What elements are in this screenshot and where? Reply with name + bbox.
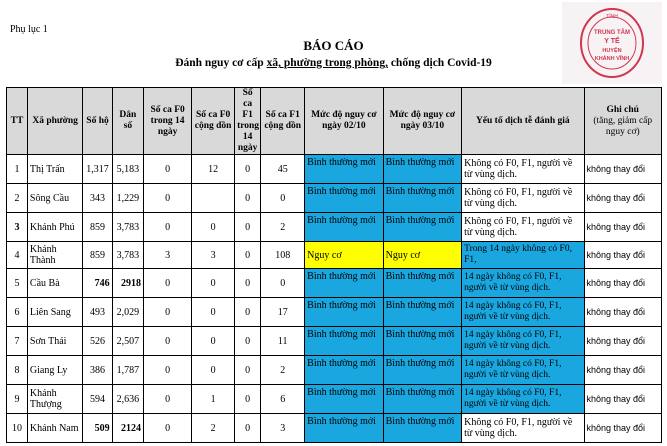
f0-14-days-value: 0 — [144, 184, 192, 213]
risk-level-0210: Bình thường mới — [305, 385, 383, 414]
f1-14-days-value: 0 — [235, 327, 261, 356]
appendix-label: Phụ lục 1 — [10, 24, 48, 35]
f1-total-value: 6 — [261, 385, 305, 414]
table-row — [7, 269, 662, 298]
header-f0-14: Số ca F0 trong 14 ngày — [144, 88, 192, 155]
f1-14-days-value: 0 — [235, 385, 261, 414]
risk-level-0310: Bình thường mới — [383, 269, 461, 298]
f0-14-days-value: 0 — [144, 385, 192, 414]
f0-total-value: 0 — [192, 298, 235, 327]
risk-level-0210: Bình thường mới — [305, 414, 383, 443]
svg-text:TRUNG TÂM: TRUNG TÂM — [594, 30, 630, 36]
row-number: 3 — [7, 213, 28, 242]
header-tt: TT — [7, 88, 28, 155]
f0-total-value: 0 — [192, 213, 235, 242]
households-value: 859 — [83, 213, 112, 242]
row-number: 5 — [7, 269, 28, 298]
risk-level-0210: Bình thường mới — [305, 184, 383, 213]
f1-14-days-value: 0 — [235, 242, 261, 269]
risk-level-0310: Bình thường mới — [383, 155, 461, 184]
row-number: 9 — [7, 385, 28, 414]
commune-name: Sông Cầu — [27, 184, 82, 213]
f0-14-days-value: 0 — [144, 356, 192, 385]
f1-14-days-value: 0 — [235, 269, 261, 298]
f1-14-days-value: 0 — [235, 356, 261, 385]
note-value: không thay đổi — [584, 213, 662, 242]
row-number: 1 — [7, 155, 28, 184]
epidemiological-factors: 14 ngày không có F0, F1, người về từ vùng dịch. — [462, 298, 584, 327]
table-row — [7, 184, 662, 213]
header-commune: Xã phường — [27, 88, 82, 155]
population-value: 2,636 — [112, 385, 143, 414]
households-value: 493 — [83, 298, 112, 327]
risk-level-0210: Bình thường mới — [305, 298, 383, 327]
svg-text:Y TẾ: Y TẾ — [604, 38, 620, 45]
f1-total-value: 0 — [261, 269, 305, 298]
note-value: không thay đổi — [584, 356, 662, 385]
report-title: BÁO CÁO — [303, 38, 364, 53]
header-households: Số hộ — [83, 88, 112, 155]
households-value: 526 — [83, 327, 112, 356]
risk-level-0310: Nguy cơ — [383, 242, 461, 269]
f1-total-value: 3 — [261, 414, 305, 443]
row-number: 8 — [7, 356, 28, 385]
table-row — [7, 385, 662, 414]
risk-level-0310: Bình thường mới — [383, 213, 461, 242]
f1-total-value: 45 — [261, 155, 305, 184]
table-header-row — [7, 88, 662, 155]
risk-level-0310: Bình thường mới — [383, 298, 461, 327]
f1-total-value: 2 — [261, 213, 305, 242]
header-risk-0210: Mức độ nguy cơ ngày 02/10 — [305, 88, 383, 155]
risk-level-0210: Bình thường mới — [305, 269, 383, 298]
f0-total-value: 0 — [192, 327, 235, 356]
svg-text:KHÁNH VĨNH: KHÁNH VĨNH — [594, 56, 630, 62]
f1-14-days-value: 0 — [235, 213, 261, 242]
header-factors: Yếu tố dịch tễ đánh giá — [462, 88, 584, 155]
risk-level-0310: Bình thường mới — [383, 356, 461, 385]
header-population: Dân số — [112, 88, 143, 155]
commune-name: Cầu Bà — [27, 269, 82, 298]
f1-total-value: 11 — [261, 327, 305, 356]
f0-14-days-value: 0 — [144, 327, 192, 356]
risk-level-0210: Bình thường mới — [305, 356, 383, 385]
households-value: 859 — [83, 242, 112, 269]
table-row — [7, 298, 662, 327]
epidemiological-factors: 14 ngày không có F0, F1, người về từ vùng dịch. — [462, 356, 584, 385]
f1-14-days-value: 0 — [235, 184, 261, 213]
f0-14-days-value: 0 — [144, 269, 192, 298]
commune-name: Khánh Nam — [27, 414, 82, 443]
f0-total-value: 12 — [192, 155, 235, 184]
f0-total-value: 3 — [192, 242, 235, 269]
f1-14-days-value: 0 — [235, 414, 261, 443]
population-value: 1,229 — [112, 184, 143, 213]
risk-level-0210: Bình thường mới — [305, 213, 383, 242]
risk-level-0210: Bình thường mới — [305, 327, 383, 356]
f0-14-days-value: 0 — [144, 298, 192, 327]
f1-total-value: 108 — [261, 242, 305, 269]
risk-assessment-table — [6, 87, 662, 443]
table-row — [7, 356, 662, 385]
header-f1-14: Số ca F1 trong 14 ngày — [235, 88, 261, 155]
f1-total-value: 0 — [261, 184, 305, 213]
commune-name: Thị Trấn — [27, 155, 82, 184]
population-value: 2124 — [112, 414, 143, 443]
epidemiological-factors: 14 ngày không có F0, F1, người về từ vùng dịch. — [462, 327, 584, 356]
commune-name: Giang Ly — [27, 356, 82, 385]
epidemiological-factors: Không có F0, F1, người về từ vùng dịch. — [462, 155, 584, 184]
population-value: 1,787 — [112, 356, 143, 385]
svg-text:TỈNH: TỈNH — [606, 14, 618, 20]
epidemiological-factors: Không có F0, F1, người về từ vùng dịch. — [462, 213, 584, 242]
f1-14-days-value: 0 — [235, 155, 261, 184]
households-value: 1,317 — [83, 155, 112, 184]
f1-total-value: 17 — [261, 298, 305, 327]
report-subtitle: Đánh nguy cơ cấp xã, phường trong phòng, chống dịch Covid-19 — [175, 57, 492, 69]
f0-total-value: 1 — [192, 385, 235, 414]
f0-total-value: 0 — [192, 356, 235, 385]
population-value: 2,029 — [112, 298, 143, 327]
f0-14-days-value: 0 — [144, 213, 192, 242]
households-value: 509 — [83, 414, 112, 443]
table-row — [7, 155, 662, 184]
f1-14-days-value: 0 — [235, 298, 261, 327]
population-value: 2,507 — [112, 327, 143, 356]
note-value: không thay đổi — [584, 155, 662, 184]
f0-total-value — [192, 184, 235, 213]
row-number: 7 — [7, 327, 28, 356]
households-value: 386 — [83, 356, 112, 385]
table-row — [7, 414, 662, 443]
epidemiological-factors: 14 ngày không có F0, F1, người về từ vùng dịch. — [462, 269, 584, 298]
risk-level-0210: Bình thường mới — [305, 155, 383, 184]
epidemiological-factors: Trong 14 ngày không có F0, F1, — [462, 242, 584, 269]
f0-total-value: 0 — [192, 269, 235, 298]
note-value: không thay đổi — [584, 414, 662, 443]
header-f0-total: Số ca F0 cộng dồn — [192, 88, 235, 155]
commune-name: Khánh Thành — [27, 242, 82, 269]
households-value: 746 — [83, 269, 112, 298]
risk-level-0310: Bình thường mới — [383, 385, 461, 414]
households-value: 343 — [83, 184, 112, 213]
population-value: 3,783 — [112, 213, 143, 242]
note-value: không thay đổi — [584, 269, 662, 298]
risk-level-0210: Nguy cơ — [305, 242, 383, 269]
risk-level-0310: Bình thường mới — [383, 414, 461, 443]
row-number: 4 — [7, 242, 28, 269]
commune-name: Khánh Thượng — [27, 385, 82, 414]
commune-name: Khánh Phú — [27, 213, 82, 242]
note-value: không thay đổi — [584, 385, 662, 414]
commune-name: Liên Sang — [27, 298, 82, 327]
row-number: 6 — [7, 298, 28, 327]
note-value: không thay đổi — [584, 184, 662, 213]
note-value: không thay đổi — [584, 242, 662, 269]
epidemiological-factors: 14 ngày không có F0, F1, người về từ vùng dịch. — [462, 385, 584, 414]
row-number: 10 — [7, 414, 28, 443]
households-value: 594 — [83, 385, 112, 414]
note-value: không thay đổi — [584, 298, 662, 327]
f1-total-value: 2 — [261, 356, 305, 385]
header-note: Ghi chú (tăng, giảm cấp nguy cơ) — [584, 88, 662, 155]
header-f1-total: Số ca F1 cộng dồn — [261, 88, 305, 155]
table-row — [7, 242, 662, 269]
f0-14-days-value: 0 — [144, 155, 192, 184]
header-risk-0310: Mức độ nguy cơ ngày 03/10 — [383, 88, 461, 155]
epidemiological-factors: Không có F0, F1, người về từ vùng dịch. — [462, 184, 584, 213]
population-value: 3,783 — [112, 242, 143, 269]
note-value: không thay đổi — [584, 327, 662, 356]
population-value: 2918 — [112, 269, 143, 298]
f0-14-days-value: 3 — [144, 242, 192, 269]
svg-text:HUYỆN: HUYỆN — [602, 48, 622, 54]
risk-level-0310: Bình thường mới — [383, 327, 461, 356]
f0-14-days-value: 0 — [144, 414, 192, 443]
risk-level-0310: Bình thường mới — [383, 184, 461, 213]
commune-name: Sơn Thái — [27, 327, 82, 356]
population-value: 5,183 — [112, 155, 143, 184]
epidemiological-factors: Không có F0, F1, người về từ vùng dịch. — [462, 414, 584, 443]
table-row — [7, 327, 662, 356]
row-number: 2 — [7, 184, 28, 213]
f0-total-value: 2 — [192, 414, 235, 443]
table-row — [7, 213, 662, 242]
